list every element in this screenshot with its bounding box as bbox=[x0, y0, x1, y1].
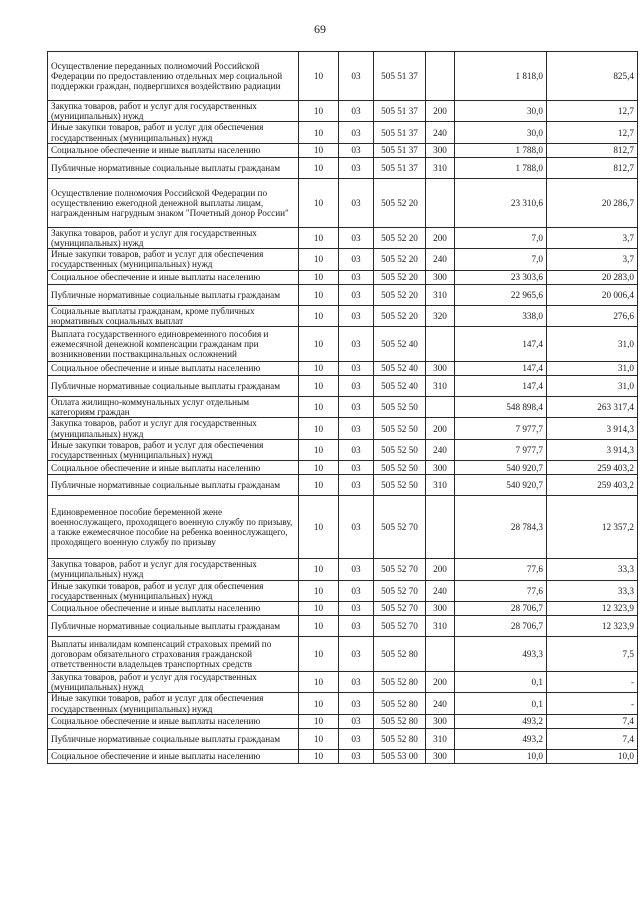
row-expense-type bbox=[426, 178, 455, 227]
row-name: Социальное обеспечение и иные выплаты населению bbox=[48, 602, 299, 616]
row-amount-executed: 12 323,9 bbox=[547, 602, 638, 616]
table-row bbox=[48, 602, 638, 616]
row-name: Закупка товаров, работ и услуг для государственных (муниципальных) нужд bbox=[48, 559, 299, 580]
row-section: 10 bbox=[299, 327, 339, 362]
table-row bbox=[48, 227, 638, 248]
row-expense-type bbox=[426, 397, 455, 418]
row-amount-executed: 20 286,7 bbox=[547, 178, 638, 227]
row-target-article: 505 52 20 bbox=[374, 227, 426, 248]
row-section: 10 bbox=[299, 122, 339, 143]
row-section: 10 bbox=[299, 270, 339, 284]
row-amount-executed: 31,0 bbox=[547, 376, 638, 397]
row-amount-executed: 10,0 bbox=[547, 749, 638, 763]
row-subsection: 03 bbox=[339, 178, 374, 227]
row-amount-executed: 3,7 bbox=[547, 227, 638, 248]
row-section: 10 bbox=[299, 178, 339, 227]
row-section: 10 bbox=[299, 376, 339, 397]
row-amount-planned: 540 920,7 bbox=[455, 475, 547, 496]
row-subsection: 03 bbox=[339, 249, 374, 270]
row-expense-type bbox=[426, 327, 455, 362]
row-amount-planned: 22 965,6 bbox=[455, 284, 547, 305]
row-target-article: 505 52 50 bbox=[374, 418, 426, 439]
row-amount-executed: 3 914,3 bbox=[547, 418, 638, 439]
row-name: Иные закупки товаров, работ и услуг для обеспечения государственных (муниципальных) нужд bbox=[48, 439, 299, 460]
table-row bbox=[48, 728, 638, 749]
row-section: 10 bbox=[299, 101, 339, 122]
row-amount-planned: 77,6 bbox=[455, 580, 547, 601]
row-amount-planned: 493,2 bbox=[455, 728, 547, 749]
row-target-article: 505 52 20 bbox=[374, 178, 426, 227]
row-section: 10 bbox=[299, 496, 339, 559]
row-amount-planned: 7 977,7 bbox=[455, 418, 547, 439]
row-amount-planned: 147,4 bbox=[455, 327, 547, 362]
row-target-article: 505 52 20 bbox=[374, 249, 426, 270]
table-row bbox=[48, 397, 638, 418]
row-subsection: 03 bbox=[339, 496, 374, 559]
row-name: Социальное обеспечение и иные выплаты населению bbox=[48, 461, 299, 475]
row-expense-type: 200 bbox=[426, 101, 455, 122]
row-target-article: 505 51 37 bbox=[374, 143, 426, 157]
row-amount-planned: 147,4 bbox=[455, 362, 547, 376]
row-expense-type: 200 bbox=[426, 559, 455, 580]
row-name: Публичные нормативные социальные выплаты гражданам bbox=[48, 475, 299, 496]
row-subsection: 03 bbox=[339, 52, 374, 101]
row-amount-executed: 12 357,2 bbox=[547, 496, 638, 559]
table-row bbox=[48, 672, 638, 693]
row-name: Иные закупки товаров, работ и услуг для обеспечения государственных (муниципальных) нужд bbox=[48, 580, 299, 601]
row-expense-type: 200 bbox=[426, 227, 455, 248]
table-row bbox=[48, 461, 638, 475]
row-expense-type: 300 bbox=[426, 749, 455, 763]
row-name: Единовременное пособие беременной жене военнослужащего, проходящего военную службу по призыву, а также ежемесячное пособие на ребенка военнослужащего, проходящего военную службу по призыву bbox=[48, 496, 299, 559]
row-subsection: 03 bbox=[339, 714, 374, 728]
row-amount-planned: 493,2 bbox=[455, 714, 547, 728]
table-row bbox=[48, 749, 638, 763]
row-target-article: 505 52 50 bbox=[374, 397, 426, 418]
row-subsection: 03 bbox=[339, 157, 374, 178]
row-expense-type: 240 bbox=[426, 580, 455, 601]
row-amount-executed: 33,3 bbox=[547, 559, 638, 580]
row-name: Закупка товаров, работ и услуг для государственных (муниципальных) нужд bbox=[48, 672, 299, 693]
row-target-article: 505 51 37 bbox=[374, 101, 426, 122]
table-row bbox=[48, 559, 638, 580]
row-target-article: 505 52 80 bbox=[374, 714, 426, 728]
row-name: Закупка товаров, работ и услуг для государственных (муниципальных) нужд bbox=[48, 418, 299, 439]
row-name: Публичные нормативные социальные выплаты гражданам bbox=[48, 376, 299, 397]
budget-table-body bbox=[48, 52, 638, 764]
row-subsection: 03 bbox=[339, 305, 374, 326]
row-expense-type: 310 bbox=[426, 728, 455, 749]
row-name: Осуществление полномочия Российской Федерации по осуществлению ежегодной денежной выплаты лицам, награжденным нагрудным знаком "Почетный донор России" bbox=[48, 178, 299, 227]
row-amount-executed: 812,7 bbox=[547, 143, 638, 157]
row-target-article: 505 52 40 bbox=[374, 376, 426, 397]
row-subsection: 03 bbox=[339, 637, 374, 672]
row-amount-planned: 147,4 bbox=[455, 376, 547, 397]
row-target-article: 505 52 80 bbox=[374, 693, 426, 714]
row-amount-executed: 7,4 bbox=[547, 728, 638, 749]
row-section: 10 bbox=[299, 602, 339, 616]
table-row bbox=[48, 143, 638, 157]
row-target-article: 505 52 80 bbox=[374, 728, 426, 749]
row-name: Публичные нормативные социальные выплаты гражданам bbox=[48, 728, 299, 749]
row-amount-planned: 0,1 bbox=[455, 672, 547, 693]
row-subsection: 03 bbox=[339, 461, 374, 475]
row-amount-planned: 77,6 bbox=[455, 559, 547, 580]
row-amount-planned: 23 310,6 bbox=[455, 178, 547, 227]
row-subsection: 03 bbox=[339, 672, 374, 693]
row-section: 10 bbox=[299, 580, 339, 601]
row-name: Иные закупки товаров, работ и услуг для обеспечения государственных (муниципальных) нужд bbox=[48, 693, 299, 714]
row-expense-type: 310 bbox=[426, 616, 455, 637]
row-section: 10 bbox=[299, 461, 339, 475]
row-expense-type: 240 bbox=[426, 122, 455, 143]
row-expense-type: 310 bbox=[426, 157, 455, 178]
row-name: Осуществление переданных полномочий Российской Федерации по предоставлению отдельных мер социальной поддержки граждан, подвергшихся воздействию радиации bbox=[48, 52, 299, 101]
table-row bbox=[48, 714, 638, 728]
row-name: Социальное обеспечение и иные выплаты населению bbox=[48, 143, 299, 157]
row-section: 10 bbox=[299, 693, 339, 714]
row-expense-type: 300 bbox=[426, 714, 455, 728]
table-row bbox=[48, 580, 638, 601]
table-row bbox=[48, 52, 638, 101]
row-section: 10 bbox=[299, 143, 339, 157]
row-name: Оплата жилищно-коммунальных услуг отдельным категориям граждан bbox=[48, 397, 299, 418]
row-section: 10 bbox=[299, 397, 339, 418]
row-name: Иные закупки товаров, работ и услуг для обеспечения государственных (муниципальных) нужд bbox=[48, 122, 299, 143]
row-amount-planned: 7,0 bbox=[455, 249, 547, 270]
row-target-article: 505 52 50 bbox=[374, 461, 426, 475]
row-section: 10 bbox=[299, 249, 339, 270]
row-name: Публичные нормативные социальные выплаты гражданам bbox=[48, 284, 299, 305]
row-amount-executed: 12 323,9 bbox=[547, 616, 638, 637]
row-subsection: 03 bbox=[339, 749, 374, 763]
row-expense-type: 320 bbox=[426, 305, 455, 326]
row-subsection: 03 bbox=[339, 616, 374, 637]
row-expense-type bbox=[426, 496, 455, 559]
row-target-article: 505 52 70 bbox=[374, 602, 426, 616]
table-row bbox=[48, 616, 638, 637]
row-expense-type: 300 bbox=[426, 461, 455, 475]
row-section: 10 bbox=[299, 52, 339, 101]
row-name: Публичные нормативные социальные выплаты гражданам bbox=[48, 157, 299, 178]
row-subsection: 03 bbox=[339, 122, 374, 143]
row-expense-type: 300 bbox=[426, 143, 455, 157]
row-amount-planned: 1 818,0 bbox=[455, 52, 547, 101]
row-target-article: 505 52 20 bbox=[374, 270, 426, 284]
row-amount-executed: 3,7 bbox=[547, 249, 638, 270]
row-expense-type: 300 bbox=[426, 270, 455, 284]
row-expense-type: 310 bbox=[426, 284, 455, 305]
row-expense-type bbox=[426, 52, 455, 101]
row-target-article: 505 52 20 bbox=[374, 284, 426, 305]
row-amount-executed: 7,4 bbox=[547, 714, 638, 728]
row-target-article: 505 52 80 bbox=[374, 672, 426, 693]
table-row bbox=[48, 362, 638, 376]
row-name: Социальное обеспечение и иные выплаты населению bbox=[48, 270, 299, 284]
row-expense-type: 310 bbox=[426, 475, 455, 496]
row-expense-type: 200 bbox=[426, 672, 455, 693]
row-name: Социальные выплаты гражданам, кроме публичных нормативных социальных выплат bbox=[48, 305, 299, 326]
table-row bbox=[48, 439, 638, 460]
table-row bbox=[48, 693, 638, 714]
row-subsection: 03 bbox=[339, 728, 374, 749]
row-amount-executed: 31,0 bbox=[547, 362, 638, 376]
row-amount-executed: 825,4 bbox=[547, 52, 638, 101]
row-amount-executed: 12,7 bbox=[547, 122, 638, 143]
row-subsection: 03 bbox=[339, 559, 374, 580]
row-amount-executed: 31,0 bbox=[547, 327, 638, 362]
row-expense-type: 310 bbox=[426, 376, 455, 397]
row-name: Выплата государственного единовременного пособия и ежемесячной денежной компенсации гражданам при возникновении поствакцинальных осложнений bbox=[48, 327, 299, 362]
row-amount-planned: 28 706,7 bbox=[455, 602, 547, 616]
row-section: 10 bbox=[299, 616, 339, 637]
row-amount-planned: 28 706,7 bbox=[455, 616, 547, 637]
table-row bbox=[48, 418, 638, 439]
table-row bbox=[48, 122, 638, 143]
row-amount-executed: 276,6 bbox=[547, 305, 638, 326]
row-section: 10 bbox=[299, 362, 339, 376]
row-name: Социальное обеспечение и иные выплаты населению bbox=[48, 714, 299, 728]
row-subsection: 03 bbox=[339, 362, 374, 376]
row-target-article: 505 52 70 bbox=[374, 559, 426, 580]
table-row bbox=[48, 270, 638, 284]
row-amount-planned: 30,0 bbox=[455, 122, 547, 143]
row-section: 10 bbox=[299, 475, 339, 496]
row-name: Публичные нормативные социальные выплаты гражданам bbox=[48, 616, 299, 637]
row-target-article: 505 51 37 bbox=[374, 52, 426, 101]
row-amount-executed: - bbox=[547, 693, 638, 714]
row-section: 10 bbox=[299, 157, 339, 178]
table-row bbox=[48, 305, 638, 326]
row-section: 10 bbox=[299, 637, 339, 672]
row-amount-planned: 28 784,3 bbox=[455, 496, 547, 559]
row-target-article: 505 52 40 bbox=[374, 327, 426, 362]
row-amount-planned: 23 303,6 bbox=[455, 270, 547, 284]
row-expense-type: 240 bbox=[426, 439, 455, 460]
row-amount-planned: 1 788,0 bbox=[455, 143, 547, 157]
row-amount-planned: 7,0 bbox=[455, 227, 547, 248]
row-section: 10 bbox=[299, 439, 339, 460]
row-section: 10 bbox=[299, 284, 339, 305]
row-amount-executed: 20 006,4 bbox=[547, 284, 638, 305]
row-amount-executed: 33,3 bbox=[547, 580, 638, 601]
row-section: 10 bbox=[299, 728, 339, 749]
row-section: 10 bbox=[299, 227, 339, 248]
table-row bbox=[48, 496, 638, 559]
row-name: Закупка товаров, работ и услуг для государственных (муниципальных) нужд bbox=[48, 101, 299, 122]
row-name: Иные закупки товаров, работ и услуг для обеспечения государственных (муниципальных) нужд bbox=[48, 249, 299, 270]
row-amount-executed: 259 403,2 bbox=[547, 475, 638, 496]
row-amount-planned: 493,3 bbox=[455, 637, 547, 672]
row-subsection: 03 bbox=[339, 227, 374, 248]
row-subsection: 03 bbox=[339, 475, 374, 496]
row-target-article: 505 52 40 bbox=[374, 362, 426, 376]
row-amount-planned: 548 898,4 bbox=[455, 397, 547, 418]
table-row bbox=[48, 157, 638, 178]
row-subsection: 03 bbox=[339, 693, 374, 714]
row-expense-type: 240 bbox=[426, 693, 455, 714]
row-name: Выплаты инвалидам компенсаций страховых премий по договорам обязательного страхования гражданской ответственности владельцев транспортных средств bbox=[48, 637, 299, 672]
row-target-article: 505 52 50 bbox=[374, 475, 426, 496]
row-target-article: 505 52 20 bbox=[374, 305, 426, 326]
table-row bbox=[48, 284, 638, 305]
row-target-article: 505 52 50 bbox=[374, 439, 426, 460]
row-subsection: 03 bbox=[339, 270, 374, 284]
table-row bbox=[48, 249, 638, 270]
row-amount-planned: 7 977,7 bbox=[455, 439, 547, 460]
row-amount-executed: 812,7 bbox=[547, 157, 638, 178]
row-expense-type bbox=[426, 637, 455, 672]
row-section: 10 bbox=[299, 672, 339, 693]
row-expense-type: 200 bbox=[426, 418, 455, 439]
row-subsection: 03 bbox=[339, 418, 374, 439]
row-amount-executed: 20 283,0 bbox=[547, 270, 638, 284]
row-amount-executed: 259 403,2 bbox=[547, 461, 638, 475]
row-target-article: 505 52 70 bbox=[374, 616, 426, 637]
row-subsection: 03 bbox=[339, 327, 374, 362]
row-amount-planned: 30,0 bbox=[455, 101, 547, 122]
row-amount-planned: 0,1 bbox=[455, 693, 547, 714]
table-row bbox=[48, 376, 638, 397]
row-name: Социальное обеспечение и иные выплаты населению bbox=[48, 362, 299, 376]
row-target-article: 505 51 37 bbox=[374, 122, 426, 143]
row-section: 10 bbox=[299, 305, 339, 326]
row-amount-executed: 7,5 bbox=[547, 637, 638, 672]
row-amount-executed: 263 317,4 bbox=[547, 397, 638, 418]
row-subsection: 03 bbox=[339, 580, 374, 601]
row-amount-planned: 10,0 bbox=[455, 749, 547, 763]
row-name: Социальное обеспечение и иные выплаты населению bbox=[48, 749, 299, 763]
row-section: 10 bbox=[299, 714, 339, 728]
row-amount-executed: 3 914,3 bbox=[547, 439, 638, 460]
row-amount-planned: 338,0 bbox=[455, 305, 547, 326]
row-section: 10 bbox=[299, 418, 339, 439]
row-subsection: 03 bbox=[339, 101, 374, 122]
table-row bbox=[48, 637, 638, 672]
row-subsection: 03 bbox=[339, 376, 374, 397]
page-number: 69 bbox=[314, 22, 326, 36]
row-subsection: 03 bbox=[339, 397, 374, 418]
row-target-article: 505 52 80 bbox=[374, 637, 426, 672]
row-name: Закупка товаров, работ и услуг для государственных (муниципальных) нужд bbox=[48, 227, 299, 248]
row-target-article: 505 52 70 bbox=[374, 580, 426, 601]
row-target-article: 505 51 37 bbox=[374, 157, 426, 178]
row-subsection: 03 bbox=[339, 143, 374, 157]
table-row bbox=[48, 475, 638, 496]
row-amount-executed: - bbox=[547, 672, 638, 693]
row-amount-planned: 540 920,7 bbox=[455, 461, 547, 475]
row-section: 10 bbox=[299, 749, 339, 763]
row-amount-planned: 1 788,0 bbox=[455, 157, 547, 178]
table-row bbox=[48, 101, 638, 122]
table-row bbox=[48, 327, 638, 362]
row-subsection: 03 bbox=[339, 602, 374, 616]
table-row bbox=[48, 178, 638, 227]
row-subsection: 03 bbox=[339, 284, 374, 305]
budget-table bbox=[47, 51, 638, 764]
row-target-article: 505 53 00 bbox=[374, 749, 426, 763]
row-expense-type: 300 bbox=[426, 362, 455, 376]
row-amount-executed: 12,7 bbox=[547, 101, 638, 122]
row-expense-type: 300 bbox=[426, 602, 455, 616]
row-target-article: 505 52 70 bbox=[374, 496, 426, 559]
row-expense-type: 240 bbox=[426, 249, 455, 270]
row-subsection: 03 bbox=[339, 439, 374, 460]
row-section: 10 bbox=[299, 559, 339, 580]
